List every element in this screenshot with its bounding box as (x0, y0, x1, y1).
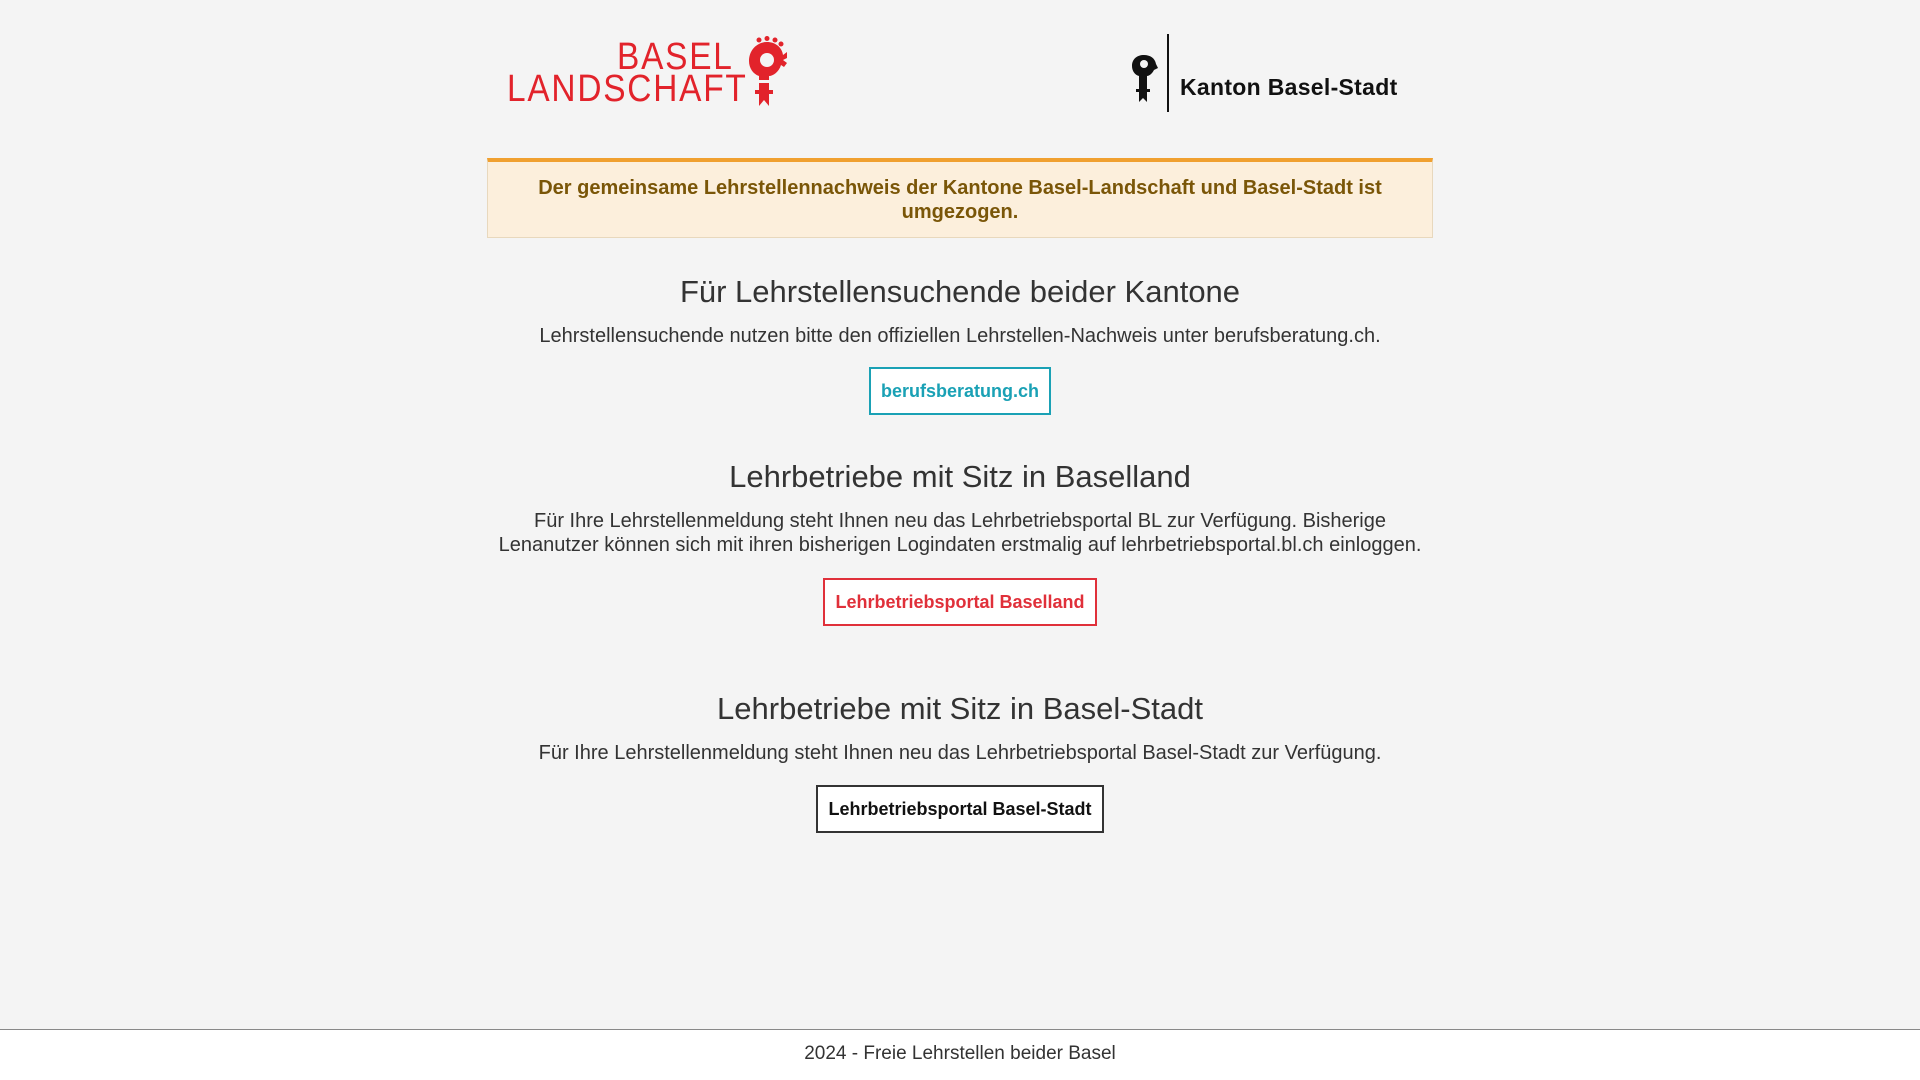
section-basel-stadt-title: Lehrbetriebe mit Sitz in Basel-Stadt (717, 691, 1203, 726)
section-baselland-title: Lehrbetriebe mit Sitz in Baselland (729, 459, 1191, 494)
basel-stadt-logo[interactable] (1130, 34, 1420, 114)
lehrbetriebsportal-basel-stadt-button[interactable]: Lehrbetriebsportal Basel-Stadt (816, 785, 1103, 833)
logo-header (487, 0, 1433, 160)
basel-stadt-logo-divider (1167, 34, 1169, 112)
lehrbetriebsportal-baselland-button[interactable]: Lehrbetriebsportal Baselland (823, 578, 1096, 626)
basel-landschaft-logo-line2: LANDSCHAFT (507, 68, 748, 110)
baselstab-black-icon (1130, 54, 1160, 102)
section-lehrstellensuchende-title: Für Lehrstellensuchende beider Kantone (679, 274, 1241, 309)
footer-text: 2024 - Freie Lehrstellen beider Basel (804, 1043, 1116, 1064)
footer (0, 1029, 1920, 1080)
notice-wrapper (487, 158, 1433, 238)
moved-notice-text: Der gemeinsame Lehrstellennachweis der Kantone Basel-Landschaft und Basel-Stadt ist umgezogen. (538, 177, 1382, 223)
section-basel-stadt (487, 691, 1433, 833)
main-container (487, 0, 1433, 819)
section-basel-stadt-text: Für Ihre Lehrstellenmeldung steht Ihnen neu das Lehrbetriebsportal Basel-Stadt zur Verfügung. (538, 742, 1382, 764)
section-baselland (487, 459, 1433, 626)
basel-landschaft-logo[interactable] (507, 36, 807, 116)
section-baselland-text: Für Ihre Lehrstellenmeldung steht Ihnen neu das Lehrbetriebsportal BL zur Verfügung. Bisherige Lenanutzer können sich mit ihren bisherigen Logindaten erstmalig auf lehrbetriebsportal.bl.ch einloggen. (498, 510, 1422, 556)
basel-landschaft-logo-line1: BASEL (617, 36, 734, 78)
moved-notice-banner (487, 158, 1433, 238)
baselstab-red-icon (737, 36, 793, 108)
section-lehrstellensuchende (487, 274, 1433, 415)
section-lehrstellensuchende-text: Lehrstellensuchende nutzen bitte den offiziellen Lehrstellen-Nachweis unter berufsberatung.ch. (539, 325, 1381, 347)
berufsberatung-button[interactable]: berufsberatung.ch (869, 367, 1051, 415)
basel-stadt-logo-text: Kanton Basel-Stadt (1180, 74, 1398, 100)
